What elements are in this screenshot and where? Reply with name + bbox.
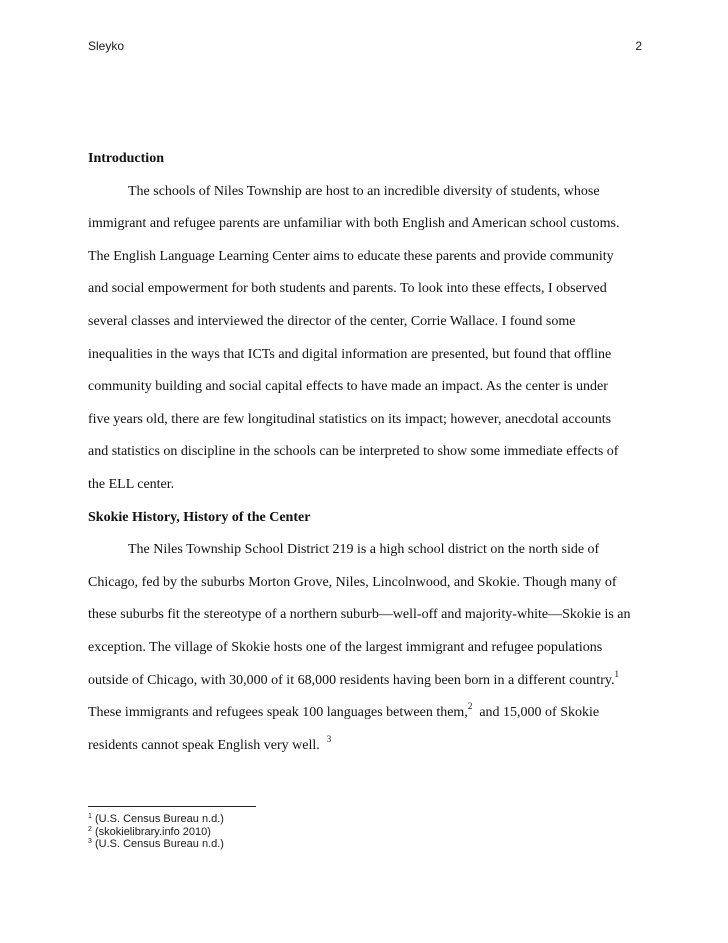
paragraph-line <box>88 700 648 733</box>
paragraph-line: exception. The village of Skokie hosts one of the largest immigrant and refugee populations <box>88 639 603 655</box>
paragraph-line: Chicago, fed by the suburbs Morton Grove, Niles, Lincolnwood, and Skokie. Though many of <box>88 574 617 590</box>
footnote-number: 1 <box>88 813 92 820</box>
header-author: Sleyko <box>88 39 125 53</box>
footnote-number: 2 <box>88 825 92 833</box>
paragraph-text: residents cannot speak English very well. <box>88 737 320 753</box>
header-page-number: 2 <box>635 39 642 53</box>
paragraph-line: The Niles Township School District 219 is a high school district on the north side of <box>128 542 600 558</box>
footnote-text: (U.S. Census Bureau n.d.) <box>94 838 224 850</box>
footnote-reference: 3 <box>326 733 332 744</box>
paragraph-text: outside of Chicago, with 30,000 of it 68,000 residents having been born in a different country. <box>88 672 615 688</box>
footnote-item <box>88 838 224 851</box>
paragraph-line <box>88 733 648 766</box>
document-body <box>88 146 648 765</box>
footnotes <box>88 813 224 851</box>
footnote-item <box>88 813 224 826</box>
paragraph-line <box>88 668 648 701</box>
paragraph-line: inequalities in the ways that ICTs and digital information are presented, but found that offline <box>88 346 612 362</box>
paragraph-line: The English Language Learning Center aims to educate these parents and provide community <box>88 248 614 264</box>
paragraph-line: five years old, there are few longitudinal statistics on its impact; however, anecdotal accounts <box>88 411 612 427</box>
section-heading-skokie-history: Skokie History, History of the Center <box>88 509 311 525</box>
paragraph-text: and 15,000 of Skokie <box>479 705 600 721</box>
paragraph-text: These immigrants and refugees speak 100 languages between them, <box>88 705 468 721</box>
footnote-item <box>88 826 224 839</box>
paragraph-line: and statistics on discipline in the schools can be interpreted to show some immediate effects of <box>88 444 619 460</box>
paragraph-line: the ELL center. <box>88 476 175 492</box>
paragraph-line: and social empowerment for both students and parents. To look into these effects, I observed <box>88 281 607 297</box>
paragraph-line: these suburbs fit the stereotype of a northern suburb—well-off and majority-white—Skokie is an <box>88 607 631 623</box>
paragraph-line: immigrant and refugee parents are unfamiliar with both English and American school customs. <box>88 216 620 232</box>
paragraph-line: several classes and interviewed the director of the center, Corrie Wallace. I found some <box>88 313 576 329</box>
footnote-text: (skokielibrary.info 2010) <box>94 825 211 838</box>
footnote-separator <box>88 806 256 807</box>
footnote-text: (U.S. Census Bureau n.d.) <box>94 813 224 825</box>
footnote-reference: 1 <box>614 668 619 679</box>
footnote-number: 3 <box>88 838 92 845</box>
paragraph-line: community building and social capital effects to have made an impact. As the center is under <box>88 379 608 395</box>
footnote-reference: 2 <box>467 701 473 712</box>
section-heading-introduction: Introduction <box>88 151 164 166</box>
paragraph-line: The schools of Niles Township are host to an incredible diversity of students, whose <box>128 183 600 199</box>
